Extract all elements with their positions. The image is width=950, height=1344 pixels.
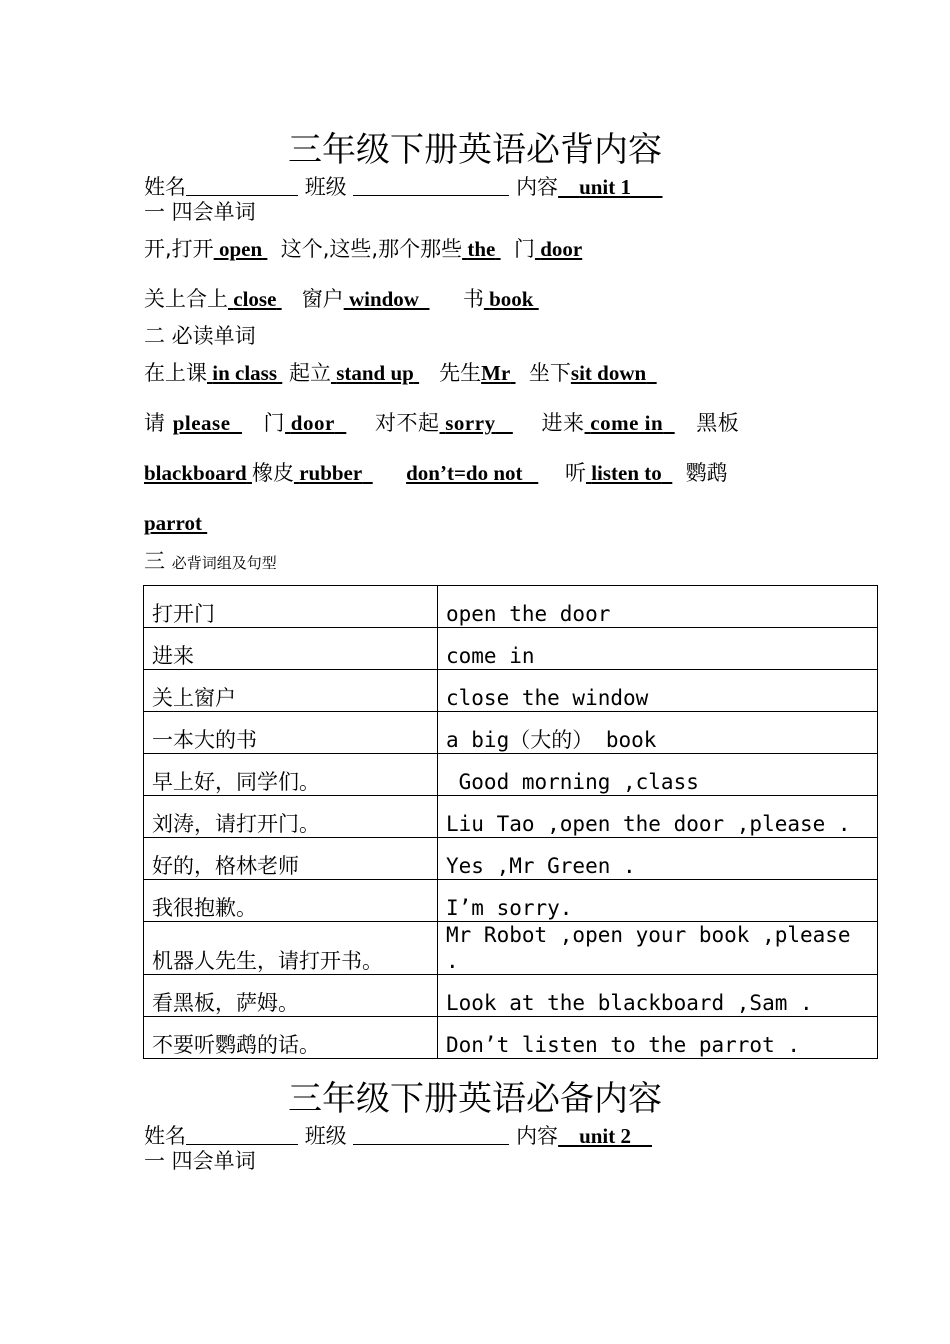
name-label: 姓名: [144, 175, 186, 199]
words2-line3: blackboard 橡皮 rubber don’t=do not 听 listen to 鹦鹉: [144, 461, 728, 485]
content-label: 内容: [516, 175, 559, 199]
table-row: 刘涛，请打开门。 Liu Tao ,open the door ,please .: [144, 796, 878, 838]
section3-title: 三 必背词组及句型: [144, 549, 277, 573]
content-label: 内容: [516, 1124, 559, 1148]
header-unit1: [144, 174, 663, 200]
class-blank[interactable]: [353, 1124, 509, 1145]
table-row: 不要听鹦鹉的话。 Don’t listen to the parrot .: [144, 1017, 878, 1059]
section1-title-unit2: 一 四会单词: [144, 1149, 256, 1173]
unit-label: unit 2: [579, 1124, 631, 1148]
words1-line2: 关上合上 close 窗户 window 书 book: [144, 287, 534, 311]
words1-line1: 开,打开 open 这个,这些,那个那些 the 门 door: [144, 237, 583, 261]
name-blank[interactable]: [186, 175, 298, 196]
table-row: 一本大的书 a big（大的） book: [144, 712, 878, 754]
table-row: 我很抱歉。 I’m sorry.: [144, 880, 878, 922]
section1-title: 一 四会单词: [144, 200, 256, 224]
header-unit2: [144, 1123, 652, 1149]
table-row: 打开门 open the door: [144, 586, 878, 628]
section2-title: 二 必读单词: [144, 324, 256, 348]
class-blank[interactable]: [353, 175, 509, 196]
table-row: 看黑板，萨姆。 Look at the blackboard ,Sam .: [144, 975, 878, 1017]
table-row: 机器人先生，请打开书。 Mr Robot ,open your book ,please .: [144, 922, 878, 975]
table-row: 关上窗户 close the window: [144, 670, 878, 712]
class-label: 班级: [304, 1124, 347, 1148]
table-row: 早上好，同学们。 Good morning ,class: [144, 754, 878, 796]
name-blank[interactable]: [186, 1124, 298, 1145]
phrases-table: [143, 585, 878, 1059]
table-row: 好的，格林老师 Yes ,Mr Green .: [144, 838, 878, 880]
class-label: 班级: [304, 175, 347, 199]
words2-line4: parrot: [144, 511, 202, 535]
unit-label: unit 1: [579, 175, 631, 199]
table-row: 进来 come in: [144, 628, 878, 670]
words2-line2: 请 please 门 door 对不起 sorry 进来 come in 黑板: [144, 411, 740, 435]
page-title-unit1: 三年级下册英语必背内容: [288, 130, 662, 170]
words2-line1: 在上课 in class 起立 stand up 先生Mr 坐下sit down: [144, 361, 647, 385]
name-label: 姓名: [144, 1124, 186, 1148]
page-title-unit2: 三年级下册英语必备内容: [288, 1079, 662, 1119]
